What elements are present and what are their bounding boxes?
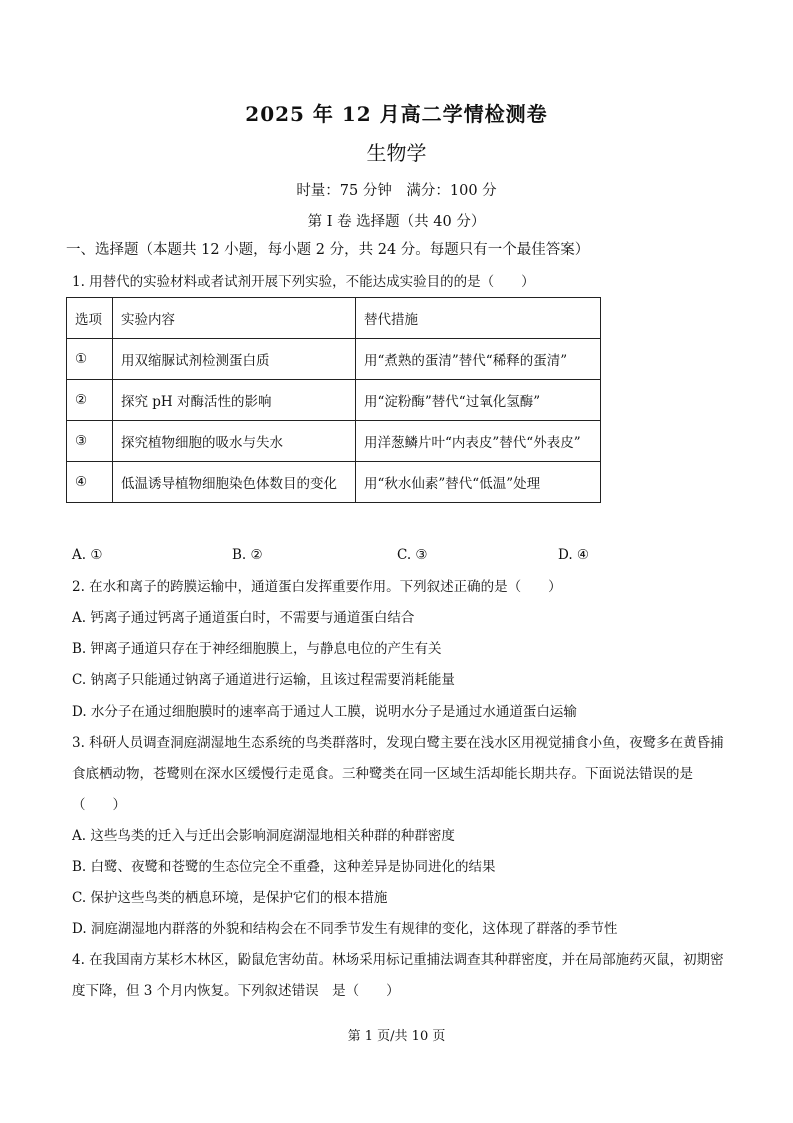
question-1-table [66, 297, 601, 503]
table-cell: ④ [67, 462, 113, 503]
question-2-option-c[interactable]: C. 钠离子只能通过钠离子通道进行运输，且该过程需要消耗能量 [72, 672, 455, 688]
question-2-option-b[interactable]: B. 钾离子通道只存在于神经细胞膜上，与静息电位的产生有关 [72, 641, 442, 657]
question-1-choices [72, 547, 672, 567]
question-3-option-b[interactable]: B. 白鹭、夜鹭和苍鹭的生态位完全不重叠，这种差异是协同进化的结果 [72, 859, 496, 875]
question-3-option-c[interactable]: C. 保护这些鸟类的栖息环境，是保护它们的根本措施 [72, 890, 388, 906]
table-cell: 用双缩脲试剂检测蛋白质 [113, 339, 356, 380]
table-row [67, 462, 601, 503]
question-2-option-a[interactable]: A. 钙离子通过钙离子通道蛋白时，不需要与通道蛋白结合 [72, 610, 415, 626]
table-header-cell: 选项 [67, 298, 113, 339]
question-3-option-a[interactable]: A. 这些鸟类的迁入与迁出会影响洞庭湖湿地相关种群的种群密度 [72, 828, 455, 844]
question-2-option-d[interactable]: D. 水分子在通过细胞膜时的速率高于通过人工膜，说明水分子是通过水通道蛋白运输 [72, 704, 577, 720]
part-heading: 第 I 卷 选择题（共 40 分） [307, 214, 486, 230]
table-row [67, 339, 601, 380]
choice-b[interactable]: B. ② [232, 547, 263, 563]
table-cell: ① [67, 339, 113, 380]
choice-a[interactable]: A. ① [72, 547, 103, 563]
table-header-cell: 实验内容 [113, 298, 356, 339]
table-cell: 探究 pH 对酶活性的影响 [113, 380, 356, 421]
exam-title: 2025 年 12 月高二学情检测卷 [245, 102, 548, 126]
exam-meta: 时量：75 分钟 满分：100 分 [296, 183, 497, 199]
question-4-stem: 4. 在我国南方某杉木林区，鼢鼠危害幼苗。林场采用标记重捕法调查其种群密度，并在局部施药灭鼠，初期密度下降，但 3 个月内恢复。下列叙述错误 是（ ） [72, 952, 724, 999]
page-number: 第 1 页/共 10 页 [347, 1029, 446, 1044]
choice-d[interactable]: D. ④ [558, 547, 590, 563]
subject-title: 生物学 [366, 141, 427, 165]
question-2-stem: 2. 在水和离子的跨膜运输中，通道蛋白发挥重要作用。下列叙述正确的是（ ） [72, 579, 562, 595]
question-3-option-d[interactable]: D. 洞庭湖湿地内群落的外貌和结构会在不同季节发生有规律的变化，这体现了群落的季节性 [72, 921, 618, 937]
table-cell: ② [67, 380, 113, 421]
table-cell: ③ [67, 421, 113, 462]
table-header-row [67, 298, 601, 339]
table-cell: 用洋葱鳞片叶“内表皮”替代“外表皮” [356, 421, 601, 462]
question-3-stem: 3. 科研人员调查洞庭湖湿地生态系统的鸟类群落时，发现白鹭主要在浅水区用视觉捕食小鱼，夜鹭多在黄昏捕食底栖动物，苍鹭则在深水区缓慢行走觅食。三种鹭类在同一区域生活却能长期共存。下面说法错误的是（ ） [72, 735, 724, 813]
table-header-cell: 替代措施 [356, 298, 601, 339]
table-cell: 用“秋水仙素”替代“低温”处理 [356, 462, 601, 503]
table-cell: 用“煮熟的蛋清”替代“稀释的蛋清” [356, 339, 601, 380]
question-1-stem: 1. 用替代的实验材料或者试剂开展下列实验，不能达成实验目的的是（ ） [72, 274, 535, 290]
choice-c[interactable]: C. ③ [397, 547, 428, 563]
section-heading: 一、选择题（本题共 12 小题，每小题 2 分，共 24 分。每题只有一个最佳答案） [66, 242, 590, 258]
table-cell: 用“淀粉酶”替代“过氧化氢酶” [356, 380, 601, 421]
table-row [67, 421, 601, 462]
table-cell: 低温诱导植物细胞染色体数目的变化 [113, 462, 356, 503]
table-cell: 探究植物细胞的吸水与失水 [113, 421, 356, 462]
table-row [67, 380, 601, 421]
